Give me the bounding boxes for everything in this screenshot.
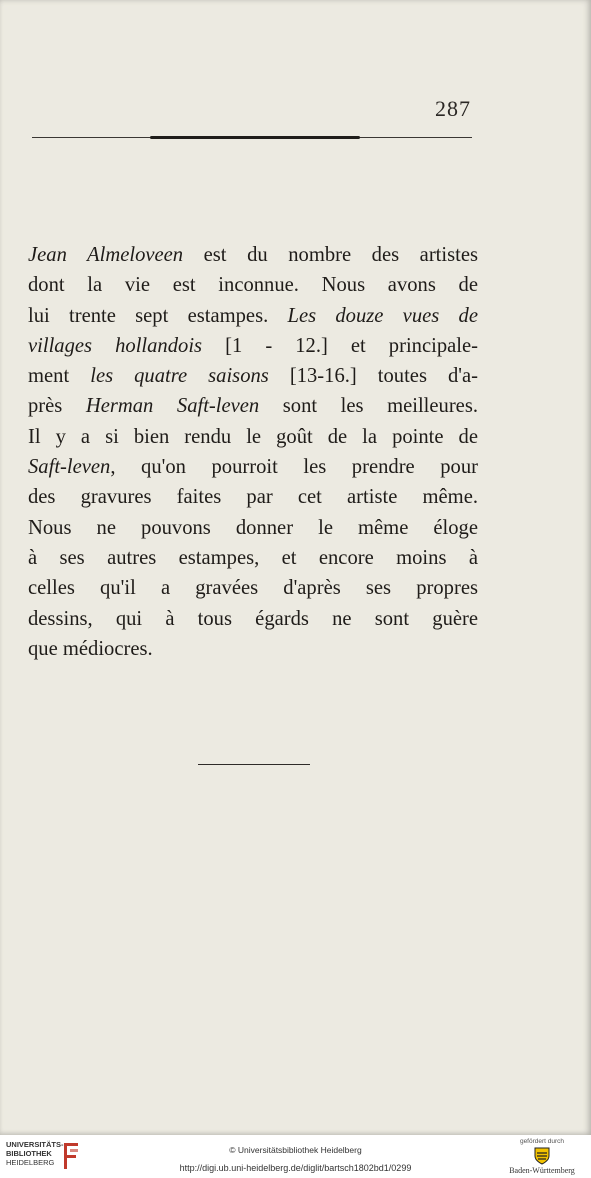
text-run: à ses autres estampes, et encore moins à xyxy=(28,546,478,569)
text-run: dont la vie est inconnue. Nous avons de xyxy=(28,274,478,297)
text-line xyxy=(28,482,478,512)
text-line xyxy=(28,331,478,361)
text-line xyxy=(28,361,478,391)
text-line xyxy=(28,422,478,452)
funding-credit[interactable] xyxy=(507,1138,577,1175)
text-line xyxy=(28,513,478,543)
text-run: ment xyxy=(28,365,91,388)
text-run: celles qu'il a gravées d'après ses propres xyxy=(28,577,478,600)
text-run: est du nombre des artistes xyxy=(183,244,479,266)
text-run: dessins, qui à tous égards ne sont guère xyxy=(28,607,478,630)
italic-text: villages hollandois xyxy=(28,334,203,357)
library-name-line1: UNIVERSITÄTS- xyxy=(6,1140,64,1149)
text-run: Il y a si bien rendu le goût de la pointe de xyxy=(28,425,478,448)
header-rule-accent xyxy=(150,136,360,139)
text-line xyxy=(28,391,478,421)
text-line xyxy=(28,634,478,664)
text-line xyxy=(28,452,478,482)
text-run: , qu'on pourroit les prendre pour xyxy=(110,456,478,479)
text-line xyxy=(28,573,478,603)
text-line xyxy=(28,604,478,634)
italic-text: les quatre saisons xyxy=(90,365,269,388)
copyright-notice: © Universitätsbibliothek Heidelberg xyxy=(229,1145,362,1155)
text-run: [1 - 12.] et principale- xyxy=(202,334,478,357)
closing-rule xyxy=(198,764,310,765)
text-run: lui trente sept estampes. xyxy=(28,304,288,327)
text-line xyxy=(28,301,478,331)
text-run: des gravures faites par cet artiste même. xyxy=(28,486,478,509)
text-line xyxy=(28,270,478,300)
text-run: près xyxy=(28,395,86,418)
text-run: Nous ne pouvons donner le même éloge xyxy=(28,516,478,539)
italic-text: Les douze vues de xyxy=(287,304,478,327)
italic-text: Saft-leven xyxy=(28,456,111,479)
library-name-line2: BIBLIOTHEK xyxy=(6,1149,52,1158)
page-number: 287 xyxy=(435,96,471,121)
italic-text: Jean Almeloveen xyxy=(28,244,184,266)
text-run: sont les meilleures. xyxy=(259,395,478,418)
body-paragraph xyxy=(28,240,478,664)
baden-wuerttemberg-emblem-icon xyxy=(534,1147,550,1165)
state-name: Baden-Württemberg xyxy=(509,1166,575,1175)
text-line xyxy=(28,240,478,270)
text-run: que médiocres. xyxy=(28,637,153,660)
funded-by-label: gefördert durch xyxy=(519,1138,565,1145)
text-line xyxy=(28,543,478,573)
permalink-url[interactable]: http://digi.ub.uni-heidelberg.de/diglit/bartsch1802bd1/0299 xyxy=(179,1163,412,1173)
text-run: [13-16.] toutes d'a- xyxy=(268,365,478,388)
library-name-line3: HEIDELBERG xyxy=(6,1158,55,1167)
italic-text: Herman Saft-leven xyxy=(85,395,260,418)
